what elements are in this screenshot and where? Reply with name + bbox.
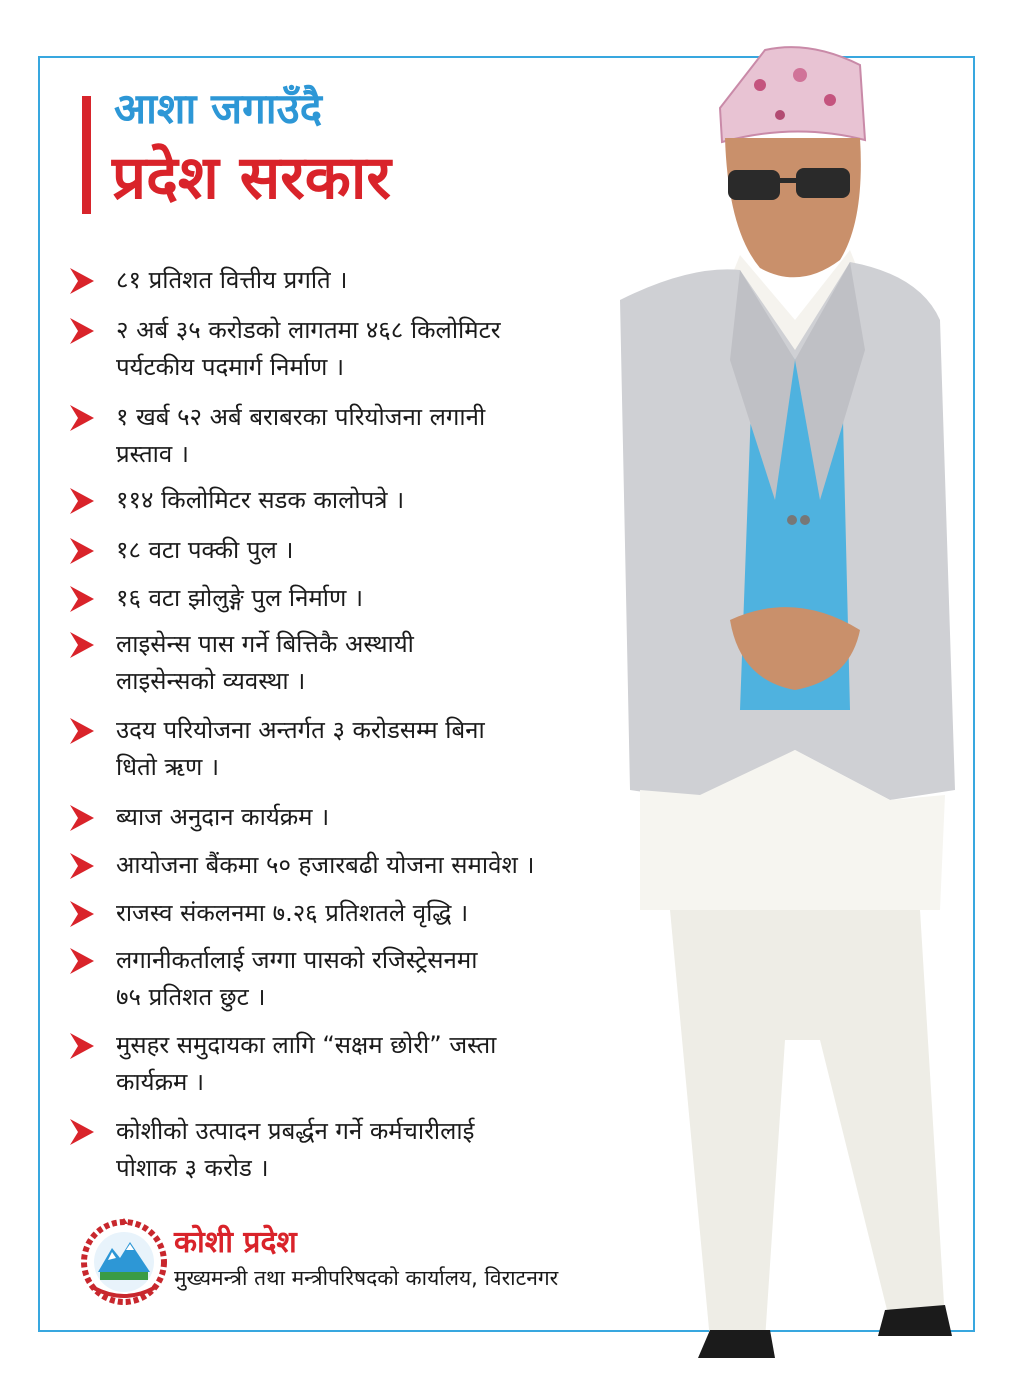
arrow-right-icon	[70, 805, 94, 831]
list-item-text: ८१ प्रतिशत वित्तीय प्रगति ।	[116, 266, 348, 294]
arrow-right-icon	[70, 718, 94, 744]
title-accent-bar	[82, 96, 91, 214]
arrow-right-icon	[70, 405, 94, 431]
arrow-right-icon	[70, 586, 94, 612]
list-item-text: २ अर्ब ३५ करोडको लागतमा ४६८ किलोमिटर पर्यटकीय पदमार्ग निर्माण ।	[116, 316, 501, 381]
arrow-right-icon	[70, 488, 94, 514]
koshi-province-emblem	[80, 1216, 168, 1306]
list-item-text: १८ वटा पक्की पुल ।	[116, 536, 294, 564]
arrow-right-icon	[70, 268, 94, 294]
arrow-right-icon	[70, 901, 94, 927]
arrow-right-icon	[70, 538, 94, 564]
arrow-right-icon	[70, 318, 94, 344]
list-item-text: ब्याज अनुदान कार्यक्रम ।	[116, 803, 330, 831]
arrow-right-icon	[70, 948, 94, 974]
headline-tagline: आशा जगाउँदै	[114, 84, 322, 133]
list-item-text: आयोजना बैंकमा ५० हजारबढी योजना समावेश ।	[116, 851, 535, 879]
list-item-text: १६ वटा झोलुङ्गे पुल निर्माण ।	[116, 584, 364, 612]
office-name: मुख्यमन्त्री तथा मन्त्रीपरिषदको कार्यालय, विराटनगर	[174, 1266, 559, 1290]
list-item-text: लगानीकर्तालाई जग्गा पासको रजिस्ट्रेसनमा ७५ प्रतिशत छुट ।	[116, 946, 478, 1011]
list-item-text: राजस्व संकलनमा ७.२६ प्रतिशतले वृद्धि ।	[116, 899, 469, 927]
list-item-text: ११४ किलोमिटर सडक कालोपत्रे ।	[116, 486, 405, 514]
list-item-text: लाइसेन्स पास गर्ने बित्तिकै अस्थायी लाइसेन्सको व्यवस्था ।	[116, 630, 414, 695]
arrow-right-icon	[70, 853, 94, 879]
list-item-text: कोशीको उत्पादन प्रबर्द्धन गर्ने कर्मचारीलाई पोशाक ३ करोड ।	[116, 1117, 475, 1182]
list-item-text: १ खर्ब ५२ अर्ब बराबरका परियोजना लगानी प्रस्ताव ।	[116, 403, 486, 468]
headline-main: प्रदेश सरकार	[112, 143, 391, 213]
list-item-text: उदय परियोजना अन्तर्गत ३ करोडसम्म बिना धितो ऋण ।	[116, 716, 485, 781]
arrow-right-icon	[70, 1033, 94, 1059]
arrow-right-icon	[70, 632, 94, 658]
arrow-right-icon	[70, 1119, 94, 1145]
province-name: कोशी प्रदेश	[174, 1225, 297, 1260]
list-item-text: मुसहर समुदायका लागि “सक्षम छोरी” जस्ता कार्यक्रम ।	[116, 1031, 497, 1096]
chief-minister-photo	[560, 30, 980, 1360]
